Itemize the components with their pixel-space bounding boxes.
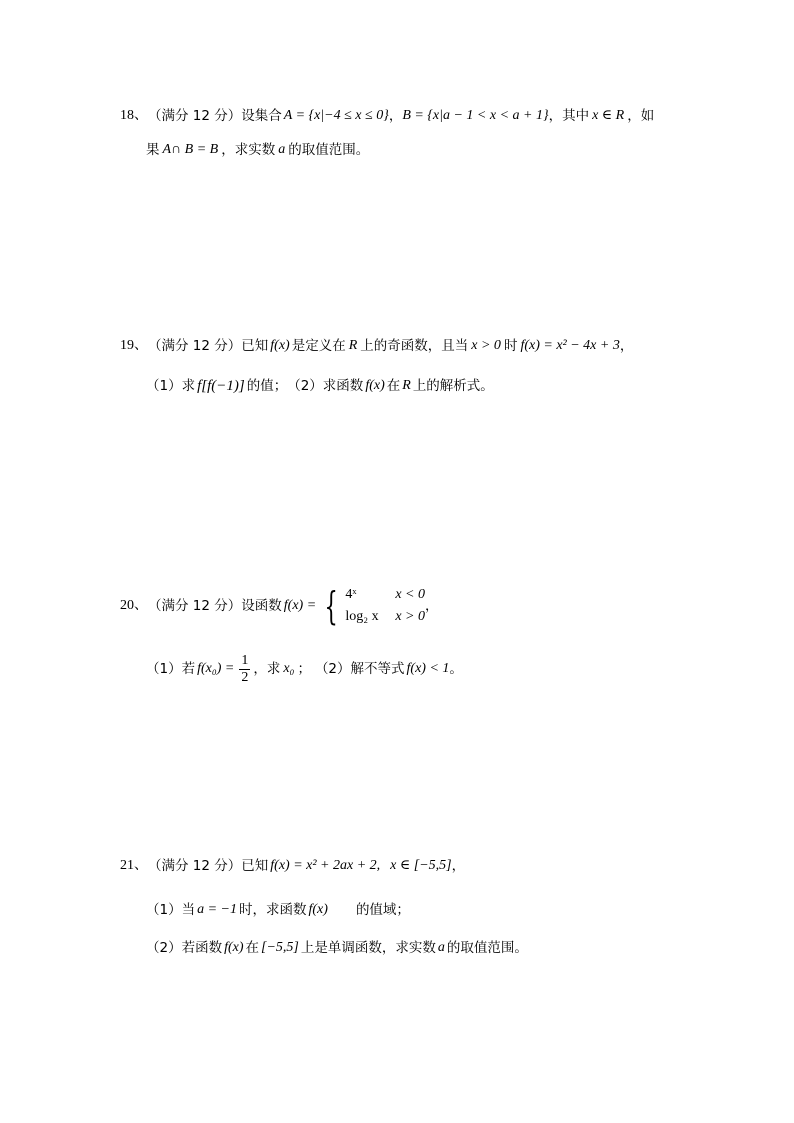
q20-fx: f(x) = — [283, 598, 317, 613]
q18-points: （满分 12 分） — [148, 108, 242, 124]
q20-piecewise — [345, 584, 425, 628]
q21-number: 21、 — [120, 858, 148, 873]
q20-part1-pre: （1）若 — [146, 661, 196, 677]
q18-cond-post: ，如 — [627, 108, 655, 124]
q21-domain: x ∈ [−5,5] — [390, 858, 452, 873]
q20-part1-var: x₀ — [283, 661, 295, 676]
q20-case1-cond: x < 0 — [395, 587, 425, 602]
q19-R: R — [348, 338, 358, 353]
fraction-denominator: 2 — [241, 669, 249, 685]
q21-part1-post: 的值域； — [355, 902, 410, 918]
q20-end: ， — [425, 598, 439, 614]
q20-case2-cond: x > 0 — [395, 609, 425, 624]
q21-part2-mid: 在 — [245, 940, 260, 956]
q20-part1-mid: ，求 — [253, 661, 281, 677]
q20-case2-expr: log₂ x — [345, 609, 379, 624]
left-brace: { — [324, 584, 338, 628]
q19-part2-pre: （2）求函数 — [287, 378, 364, 394]
q21-part2-var: a — [437, 940, 445, 955]
q20-line2 — [146, 650, 463, 688]
q18-var: a — [278, 142, 286, 157]
q18-line2-eq: A∩ B = B — [162, 142, 219, 157]
q20-case1-expr: 4ˣ — [345, 587, 357, 602]
q18-line1 — [120, 106, 654, 126]
q21-part1-pre: （1）当 — [146, 902, 196, 918]
q19-part2-post: 上的解析式。 — [412, 378, 494, 394]
q20-lead: 设函数 — [241, 598, 282, 614]
q20-part2-pre: （2）解不等式 — [314, 661, 405, 677]
q18-number: 18、 — [120, 108, 148, 123]
q18-setB: B = {x|a − 1 < x < a + 1} — [402, 108, 549, 123]
q19-part2-fx: f(x) — [365, 378, 385, 393]
fraction-numerator: 1 — [241, 652, 249, 668]
q20-part1-lhs: f(x₀) = — [197, 661, 235, 676]
q19-cond: x > 0 — [471, 338, 501, 353]
q20-points: （满分 12 分） — [148, 598, 242, 614]
q18-line2-post: ，求实数 — [221, 142, 276, 158]
q20-line1 — [120, 584, 439, 628]
q19-mid3: 时 — [503, 338, 518, 354]
q21-part2-fx: f(x) — [224, 940, 244, 955]
q21-line1 — [120, 856, 465, 876]
q21-lead: 已知 — [241, 858, 269, 874]
q21-formula: f(x) = x² + 2ax + 2, — [270, 858, 381, 873]
q21-points: （满分 12 分） — [148, 858, 242, 874]
q21-part2-post: 的取值范围。 — [446, 940, 528, 956]
q19-lead: 已知 — [241, 338, 269, 354]
q18-line2 — [146, 140, 369, 160]
q19-end: ， — [619, 338, 634, 354]
q21-line3 — [146, 938, 528, 958]
q21-line2 — [146, 900, 410, 920]
q21-part1-mid: 时，求函数 — [239, 902, 307, 918]
q19-line2 — [146, 376, 494, 396]
q19-number: 19、 — [120, 338, 148, 353]
q21-part2-mid2: 上是单调函数，求实数 — [300, 940, 436, 956]
q21-part2-interval: [−5,5] — [261, 940, 299, 955]
q18-lead: 设集合 — [241, 108, 282, 124]
q19-part1-pre: （1）求 — [146, 378, 196, 394]
q18-sep1: ， — [388, 108, 403, 124]
q21-end: ， — [451, 858, 466, 874]
q20-case-row-2 — [345, 606, 425, 628]
q19-fx: f(x) — [270, 338, 290, 353]
q20-part1-post: ； — [297, 661, 311, 677]
q19-line1 — [120, 336, 633, 356]
q20-part2-post: 。 — [449, 661, 463, 677]
q18-setA: A = {x|−4 ≤ x ≤ 0} — [283, 108, 389, 123]
q19-mid: 是定义在 — [291, 338, 346, 354]
q18-cond: x ∈ R — [592, 108, 625, 123]
q19-part1-post: 的值； — [246, 378, 288, 394]
q21-part1-cond: a = −1 — [197, 902, 237, 917]
q19-formula: f(x) = x² − 4x + 3 — [520, 338, 620, 353]
one-half-fraction — [239, 653, 250, 686]
q20-case-row-1 — [345, 584, 425, 606]
q19-part1-expr: f[f(−1)] — [197, 378, 245, 394]
q18-cond-pre: ，其中 — [548, 108, 590, 124]
q21-part1-fx: f(x) — [308, 902, 328, 917]
q20-number: 20、 — [120, 598, 148, 613]
q18-line2-pre: 果 — [146, 142, 160, 158]
q21-part2-pre: （2）若函数 — [146, 940, 223, 956]
q19-part2-mid: 在 — [386, 378, 401, 394]
q19-part2-R: R — [402, 378, 411, 393]
q19-mid2: 上的奇函数，且当 — [360, 338, 469, 354]
q20-part2-expr: f(x) < 1 — [406, 661, 450, 676]
q18-line2-end: 的取值范围。 — [288, 142, 370, 158]
q19-points: （满分 12 分） — [148, 338, 242, 354]
